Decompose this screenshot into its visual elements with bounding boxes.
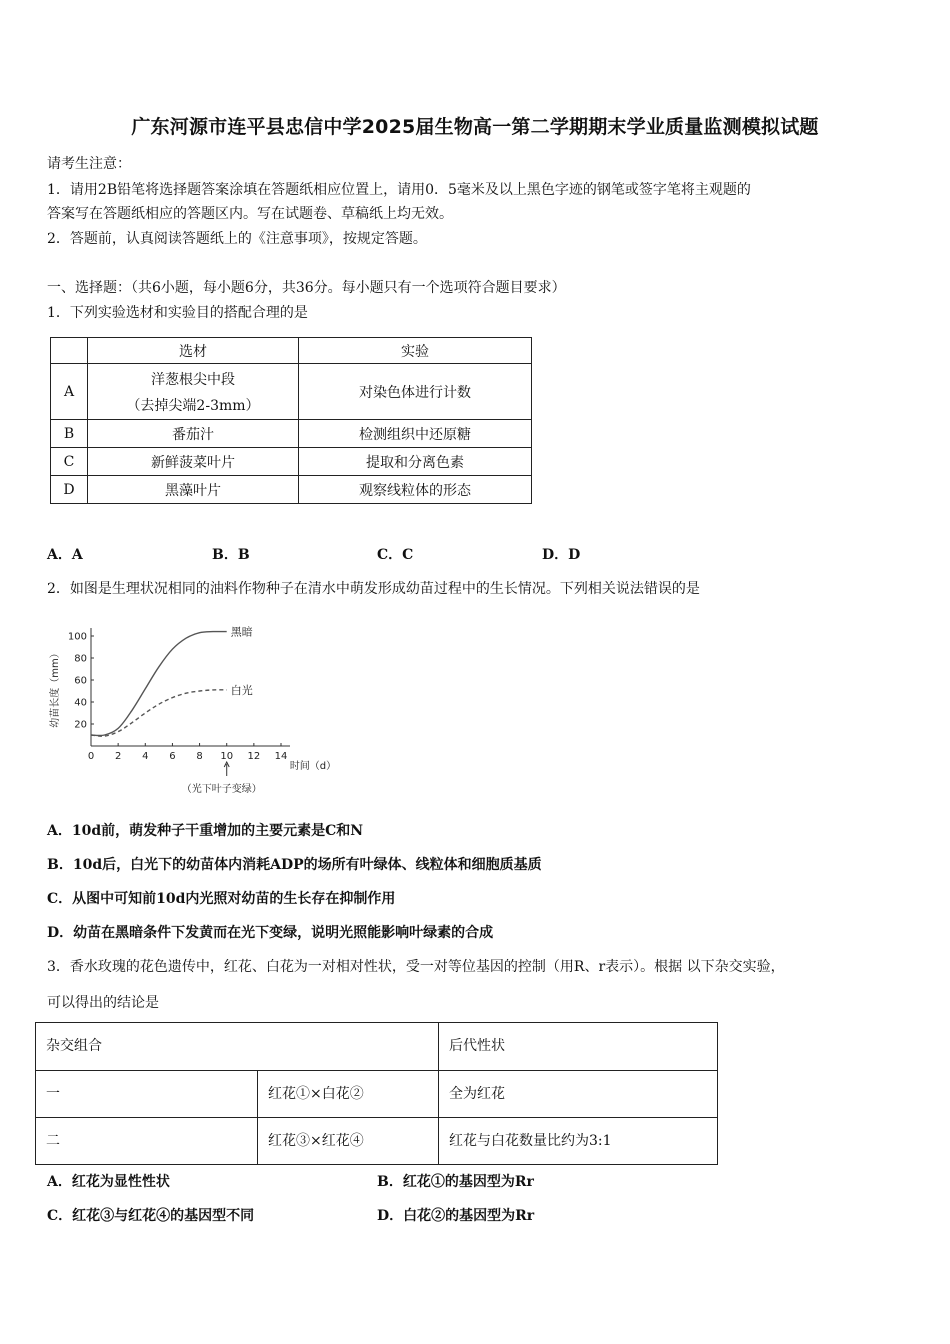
x-tick-label: 2 <box>114 751 122 762</box>
series-label-light: 白光 <box>230 683 253 697</box>
y-tick-label: 40 <box>74 697 87 709</box>
x-tick-label: 8 <box>196 751 203 762</box>
annotation-arrow <box>224 762 229 776</box>
material-line: 洋葱根尖中段 <box>151 371 235 388</box>
y-tick-label: 80 <box>74 653 87 665</box>
notice-line-2: 答案写在答题纸相应的答题区内。写在试题卷、草稿纸上均无效。 <box>47 206 453 222</box>
y-tick-label: 60 <box>74 675 87 687</box>
q3-option-d[interactable]: D．白花②的基因型为Rr <box>377 1208 535 1224</box>
q2-option-c[interactable]: C．从图中可知前10d内光照对幼苗的生长存在抑制作用 <box>47 891 396 907</box>
q2-option-a[interactable]: A．10d前，萌发种子干重增加的主要元素是C和N <box>47 823 364 839</box>
x-axis-label: 时间（d） <box>289 761 337 772</box>
table-row <box>51 448 532 476</box>
y-axis-label: 幼苗长度（mm） <box>50 648 61 728</box>
x-tick-label: 12 <box>247 751 261 762</box>
notice-line-1: 1．请用2B铅笔将选择题答案涂填在答题纸相应位置上，请用0．5毫米及以上黑色字迹的钢笔或签字笔将主观题的 <box>47 182 751 198</box>
q1-table <box>50 337 532 504</box>
y-tick-label: 20 <box>74 719 87 731</box>
growth-chart <box>45 618 355 808</box>
page-title: 广东河源市连平县忠信中学2025届生物高一第二学期期末学业质量监测模拟试题 <box>131 116 819 138</box>
header-cell: 杂交组合 <box>36 1023 439 1071</box>
q1-option-c[interactable]: C．C <box>377 547 414 563</box>
q1-option-a[interactable]: A．A <box>47 547 83 563</box>
row-key: A <box>51 364 88 420</box>
header-cell: 选材 <box>88 338 299 364</box>
q3-stem-2: 可以得出的结论是 <box>47 995 159 1011</box>
x-tick-label: 0 <box>87 751 95 762</box>
material-cell: 新鲜菠菜叶片 <box>88 448 299 476</box>
x-tick-label: 14 <box>274 751 288 762</box>
row-key: B <box>51 420 88 448</box>
y-tick-label: 100 <box>67 631 87 643</box>
experiment-cell: 提取和分离色素 <box>299 448 532 476</box>
experiment-cell: 观察线粒体的形态 <box>299 476 532 504</box>
result-cell: 全为红花 <box>439 1071 718 1118</box>
section-heading: 一、选择题：（共6小题，每小题6分，共36分。每小题只有一个选项符合题目要求） <box>47 280 566 296</box>
result-cell: 红花与白花数量比约为3:1 <box>439 1118 718 1165</box>
experiment-cell: 对染色体进行计数 <box>299 364 532 420</box>
chart-annotation: （光下叶子变绿） <box>181 784 262 795</box>
q1-stem: 1．下列实验选材和实验目的搭配合理的是 <box>47 305 308 321</box>
q1-option-d[interactable]: D．D <box>542 547 581 563</box>
q3-option-a[interactable]: A．红花为显性性状 <box>47 1174 170 1190</box>
material-cell: 黑藻叶片 <box>88 476 299 504</box>
series-line-dark <box>91 632 227 736</box>
series-label-dark: 黑暗 <box>230 625 253 639</box>
table-row <box>36 1071 718 1118</box>
q3-stem-1: 3．香水玫瑰的花色遗传中，红花、白花为一对相对性状，受一对等位基因的控制（用R、r表示）。根据 以下杂交实验， <box>47 959 785 975</box>
q3-table <box>35 1022 718 1165</box>
q1-option-b[interactable]: B．B <box>212 547 250 563</box>
table-row <box>51 420 532 448</box>
x-tick-label: 6 <box>169 751 176 762</box>
table-header-row <box>51 338 532 364</box>
x-tick-label: 4 <box>142 751 149 762</box>
table-row <box>36 1118 718 1165</box>
series-line-light <box>91 690 227 736</box>
cross-cell: 红花③×红花④ <box>258 1118 439 1165</box>
notice-heading: 请考生注意： <box>47 156 131 172</box>
q2-stem: 2．如图是生理状况相同的油料作物种子在清水中萌发形成幼苗过程中的生长情况。下列相关说法错误的是 <box>47 581 700 597</box>
x-tick-label: 10 <box>220 751 234 762</box>
table-row <box>51 476 532 504</box>
header-cell: 后代性状 <box>439 1023 718 1071</box>
header-cell <box>51 338 88 364</box>
cross-cell: 红花①×白花② <box>258 1071 439 1118</box>
row-key: D <box>51 476 88 504</box>
q2-option-d[interactable]: D．幼苗在黑暗条件下发黄而在光下变绿，说明光照能影响叶绿素的合成 <box>47 925 494 941</box>
material-cell <box>88 364 299 420</box>
material-line: （去掉尖端2-3mm） <box>126 397 260 414</box>
q2-option-b[interactable]: B．10d后，白光下的幼苗体内消耗ADP的场所有叶绿体、线粒体和细胞质基质 <box>47 857 542 873</box>
row-id: 二 <box>36 1118 258 1165</box>
q3-option-c[interactable]: C．红花③与红花④的基因型不同 <box>47 1208 255 1224</box>
q3-option-b[interactable]: B．红花①的基因型为Rr <box>377 1174 534 1190</box>
row-id: 一 <box>36 1071 258 1118</box>
experiment-cell: 检测组织中还原糖 <box>299 420 532 448</box>
row-key: C <box>51 448 88 476</box>
material-cell: 番茄汁 <box>88 420 299 448</box>
table-row <box>51 364 532 420</box>
table-header-row <box>36 1023 718 1071</box>
header-cell: 实验 <box>299 338 532 364</box>
notice-line-3: 2．答题前，认真阅读答题纸上的《注意事项》，按规定答题。 <box>47 231 427 247</box>
